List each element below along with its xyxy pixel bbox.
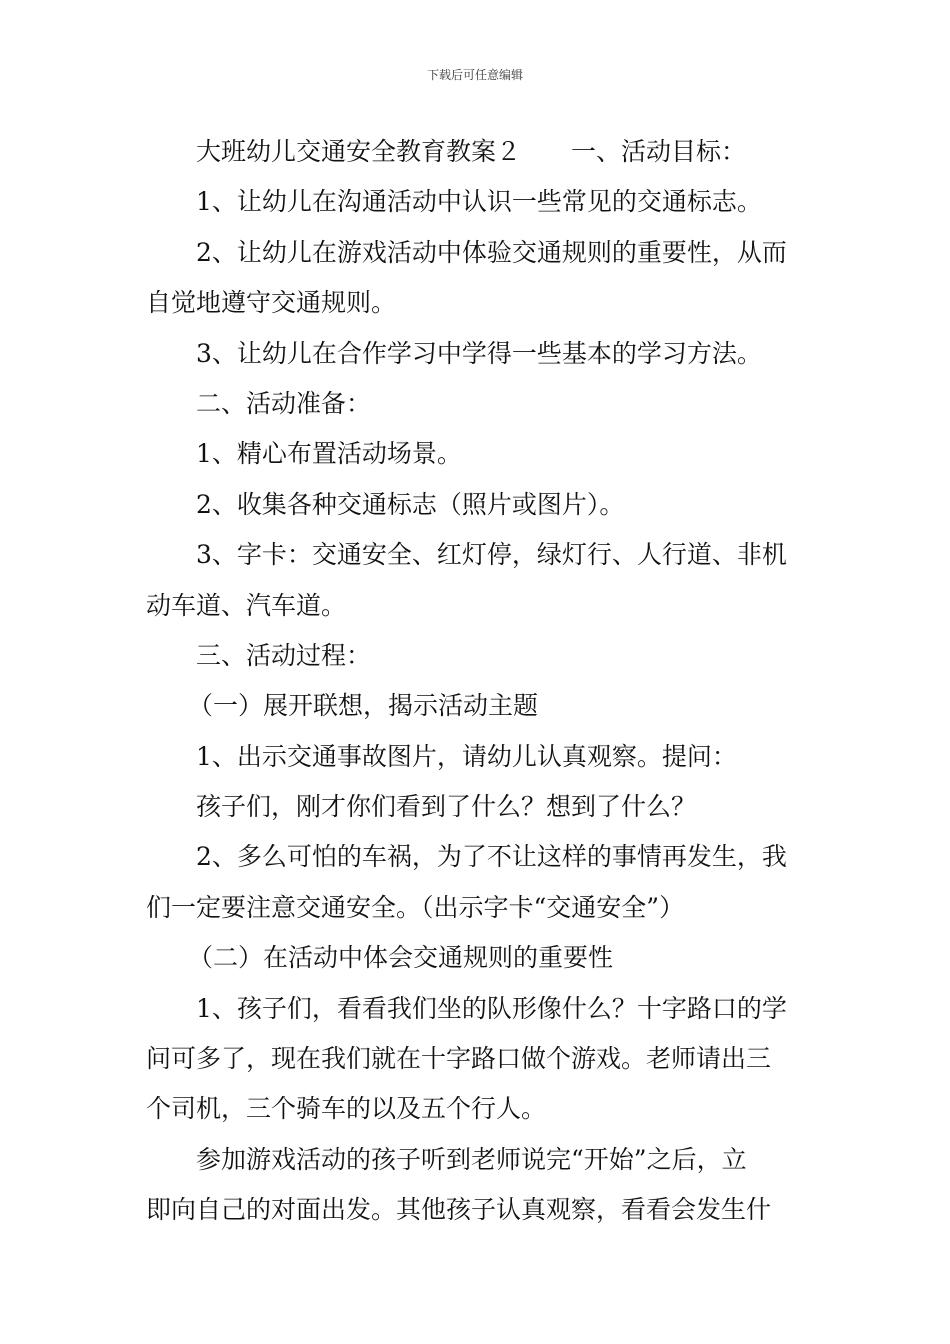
document-body xyxy=(146,127,816,1236)
paragraph-line: 孩子们，刚才你们看到了什么？想到了什么？ xyxy=(196,792,697,822)
paragraph-line: 即向自己的对面出发。其他孩子认真观察，看看会发生什 xyxy=(146,1195,772,1225)
paragraph-line: 自觉地遵守交通规则。 xyxy=(146,288,397,318)
section-heading-goals: 一、活动目标： xyxy=(571,137,747,166)
paragraph-line: 1、孩子们，看看我们坐的队形像什么？十字路口的学 xyxy=(196,993,787,1023)
paragraph-line: 2、收集各种交通标志（照片或图片）。 xyxy=(196,489,625,519)
paragraph-line: 动车道、汽车道。 xyxy=(146,590,347,620)
paragraph-line: 2、多么可怕的车祸，为了不让这样的事情再发生，我 xyxy=(196,842,787,872)
paragraph-line: 问可多了，现在我们就在十字路口做个游戏。老师请出三 xyxy=(146,1044,772,1074)
paragraph-line: 们一定要注意交通安全。（出示字卡“交通安全”） xyxy=(146,892,685,922)
paragraph-line: 2、让幼儿在游戏活动中体验交通规则的重要性，从而 xyxy=(196,237,787,267)
subsection-heading: （一）展开联想，揭示活动主题 xyxy=(188,691,539,721)
paragraph-line: 个司机，三个骑车的以及五个行人。 xyxy=(146,1094,547,1124)
paragraph-line: 参加游戏活动的孩子听到老师说完“开始”之后，立 xyxy=(196,1144,747,1174)
paragraph-line: 3、字卡：交通安全、红灯停，绿灯行、人行道、非机 xyxy=(196,540,787,570)
document-title-line xyxy=(146,127,816,177)
page-header-note: 下载后可任意编辑 xyxy=(426,68,523,82)
paragraph-line: 1、精心布置活动场景。 xyxy=(196,439,462,469)
document-title: 大班幼儿交通安全教育教案２ xyxy=(196,137,522,166)
paragraph-line: 1、让幼儿在沟通活动中认识一些常见的交通标志。 xyxy=(196,187,762,217)
paragraph-line: 1、出示交通事故图片，请幼儿认真观察。提问： xyxy=(196,741,737,771)
subsection-heading: （二）在活动中体会交通规则的重要性 xyxy=(188,943,614,973)
section-heading-preparation: 二、活动准备： xyxy=(196,388,372,418)
paragraph-line: 3、让幼儿在合作学习中学得一些基本的学习方法。 xyxy=(196,338,762,368)
section-heading-process: 三、活动过程： xyxy=(196,640,372,670)
